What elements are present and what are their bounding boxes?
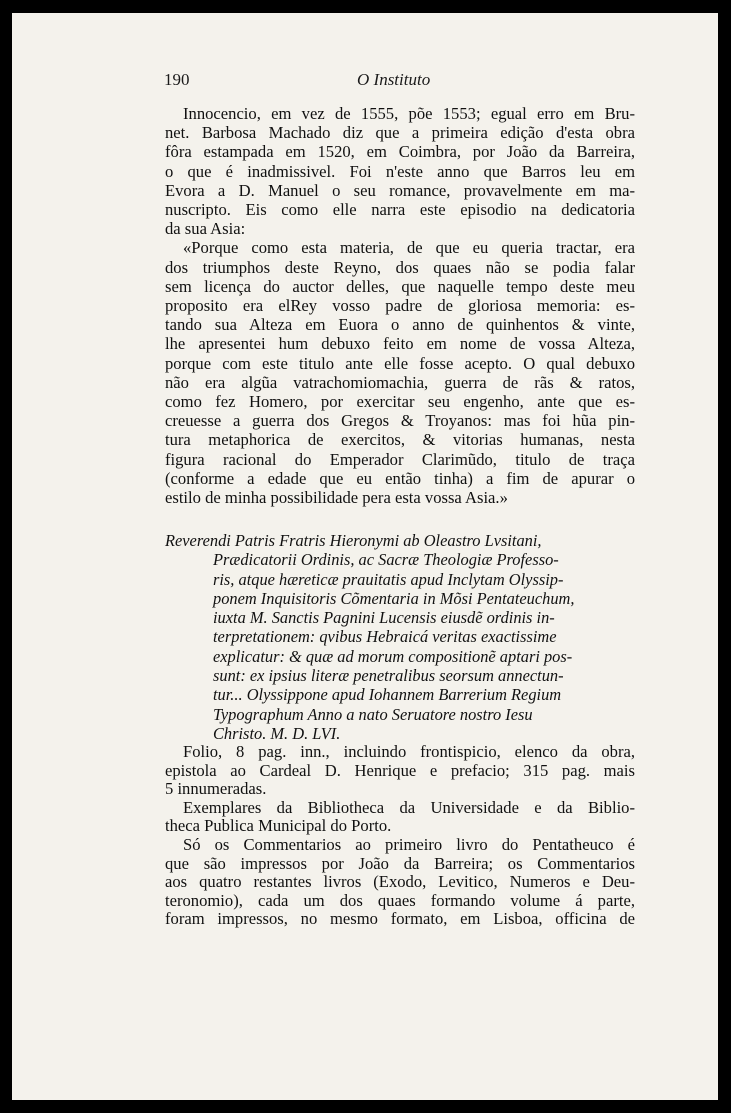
- text-line: Innocencio, em vez de 1555, põe 1553; egual erro em Bru-: [183, 104, 635, 123]
- title-line: ponem Inquisitoris Cõmentaria in Mõsi Pentateuchum,: [213, 588, 575, 608]
- text-line: Folio, 8 pag. inn., incluindo frontispicio, elenco da obra,: [183, 742, 635, 761]
- quotation-asia: [165, 238, 635, 507]
- page-number: 190: [164, 70, 190, 89]
- text-line: creuesse a guerra dos Gregos & Troyanos: mas foi hũa pin-: [165, 411, 635, 431]
- title-line: ris, atque hæreticæ prauitatis apud Inclytam Olyssip-: [213, 569, 564, 589]
- paragraph-folio: [165, 743, 635, 799]
- text-line: que são impressos por João da Barreira; os Commentarios: [165, 853, 635, 873]
- body-text-top: [165, 104, 635, 507]
- text-line: sem licença do auctor delles, que naquelle tempo deste meu: [165, 276, 635, 296]
- title-line: explicatur: & quæ ad morum compositionẽ aptari pos-: [213, 646, 573, 666]
- text-line: aos quatro restantes livros (Exodo, Levitico, Numeros e Deu-: [165, 872, 635, 892]
- paragraph-commentarios: [165, 836, 635, 929]
- bibliographic-title-entry: [165, 531, 635, 743]
- text-line: theca Publica Municipal do Porto.: [165, 816, 392, 836]
- text-line: Evora a D. Manuel o seu romance, provavelmente em ma-: [165, 180, 635, 200]
- text-line: net. Barbosa Machado diz que a primeira edição d'esta obra: [165, 123, 635, 143]
- text-line: estilo de minha possibilidade pera esta vossa Asia.»: [165, 488, 508, 508]
- text-line: o que é inadmissivel. Foi n'este anno que Barros leu em: [165, 161, 635, 181]
- running-title: O Instituto: [357, 70, 431, 89]
- title-line: iuxta M. Sanctis Pagnini Lucensis eiusdẽ ordinis in-: [213, 608, 555, 628]
- text-line: figura racional do Emperador Clarimũdo, titulo de traça: [165, 449, 635, 469]
- title-line: Christo. M. D. LVI.: [213, 723, 341, 743]
- text-line: (conforme a edade que eu então tinha) a fim de apurar o: [165, 468, 635, 488]
- text-line: como fez Homero, por exercitar seu engenho, ante que es-: [165, 392, 635, 412]
- text-line: teronomio), cada um dos quaes formando volume á parte,: [165, 890, 635, 910]
- text-line: da sua Asia:: [165, 219, 246, 239]
- paragraph-exemplares: [165, 799, 635, 836]
- title-line: Typographum Anno a nato Seruatore nostro Iesu: [213, 704, 533, 724]
- text-line: Só os Commentarios ao primeiro livro do Pentatheuco é: [183, 834, 635, 854]
- text-line: porque com este titulo ante elle fosse acepto. O qual debuxo: [165, 353, 635, 373]
- title-line: Prædicatorii Ordinis, ac Sacræ Theologiæ Professo-: [213, 550, 559, 570]
- paragraph-innocencio: [165, 104, 635, 238]
- text-line: nuscripto. Eis como elle narra este episodio na dedicatoria: [165, 200, 635, 220]
- text-line: tando sua Alteza em Euora o anno de quinhentos & vinte,: [165, 315, 635, 335]
- title-line: Reverendi Patris Fratris Hieronymi ab Oleastro Lvsitani,: [165, 531, 542, 550]
- text-line: foram impressos, no mesmo formato, em Lisboa, officina de: [165, 909, 635, 929]
- text-line: epistola ao Cardeal D. Henrique e prefacio; 315 pag. mais: [165, 760, 635, 780]
- title-line: terpretationem: qvibus Hebraicá veritas exactissime: [213, 627, 557, 647]
- text-line: proposito era elRey vosso padre de gloriosa memoria: es-: [165, 296, 635, 316]
- text-line: Exemplares da Bibliotheca da Universidade e da Biblio-: [183, 797, 635, 817]
- title-line: sunt: ex ipsius literæ penetralibus seorsum annectun-: [213, 666, 564, 686]
- text-line: lhe apresentei hum debuxo feito em nome de vossa Alteza,: [165, 334, 635, 354]
- body-text-bottom: [165, 743, 635, 929]
- text-line: tura metaphorica de exercitos, & vitorias humanas, nesta: [165, 430, 635, 450]
- text-line: «Porque como esta materia, de que eu queria tractar, era: [183, 238, 635, 258]
- text-line: não era algũa vatrachomiomachia, guerra de rãs & ratos,: [165, 372, 635, 392]
- text-line: 5 innumeradas.: [165, 779, 267, 799]
- title-line: tur... Olyssippone apud Iohannem Barrerium Regium: [213, 685, 562, 705]
- page-header: [164, 70, 578, 92]
- text-line: fôra estampada em 1520, em Coimbra, por João da Barreira,: [165, 142, 635, 162]
- text-line: dos triumphos deste Reyno, dos quaes não se podia falar: [165, 257, 635, 277]
